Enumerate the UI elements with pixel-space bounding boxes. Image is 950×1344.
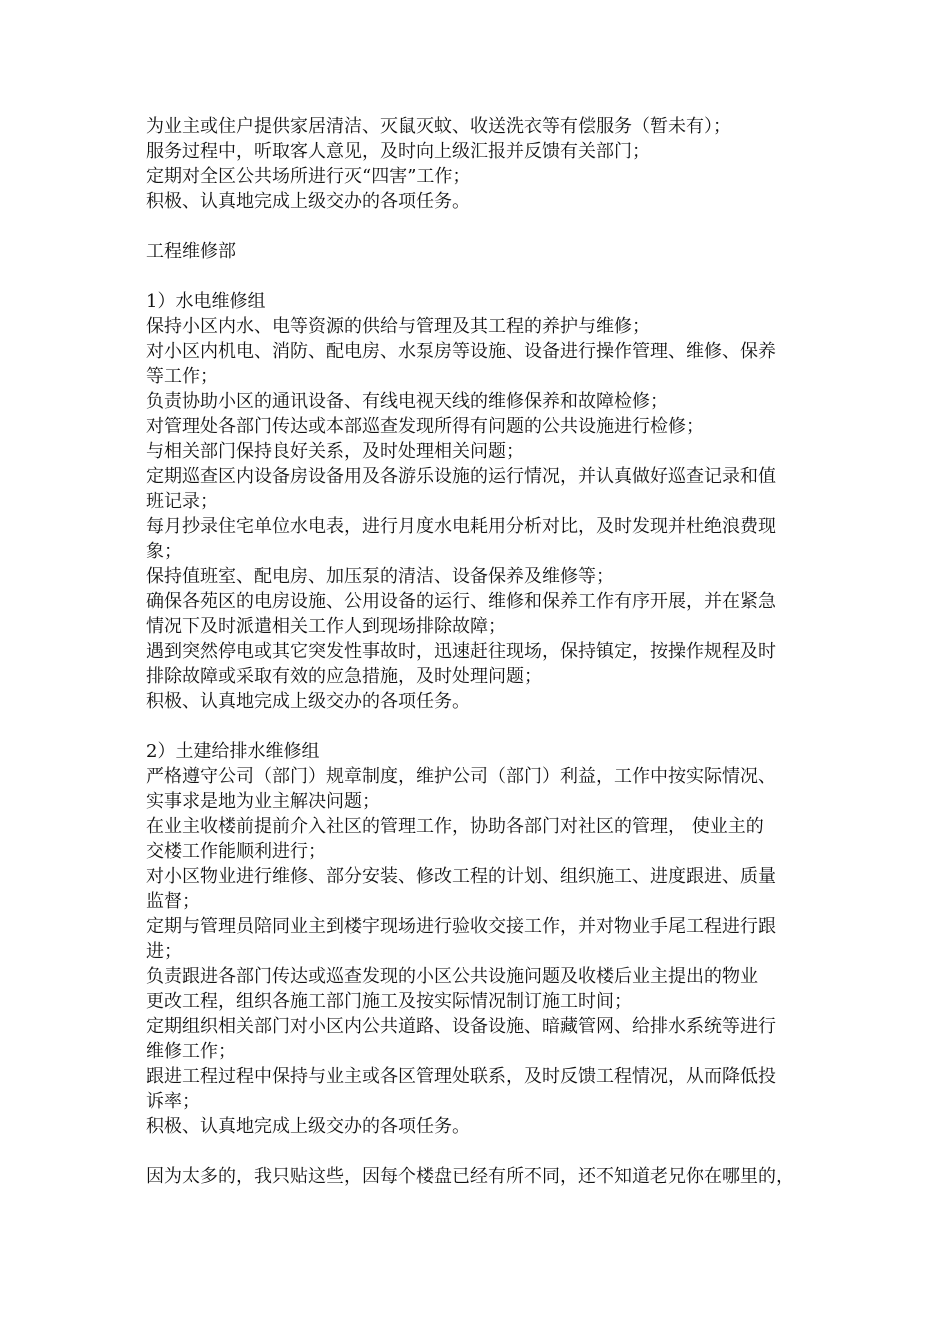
- group1-line: 每月抄录住宅单位水电表，进行月度水电耗用分析对比，及时发现并杜绝浪费现: [146, 516, 776, 537]
- group1-line: 与相关部门保持良好关系，及时处理相关问题；: [146, 441, 524, 462]
- group1-line: 保持小区内水、电等资源的供给与管理及其工程的养护与维修；: [146, 316, 650, 337]
- group1-line: 情况下及时派遣相关工作人到现场排除故障；: [146, 616, 506, 637]
- group2-line: 积极、认真地完成上级交办的各项任务。: [146, 1116, 470, 1137]
- group1-line: 等工作；: [146, 366, 218, 387]
- group1-line: 排除故障或采取有效的应急措施，及时处理问题；: [146, 666, 542, 687]
- intro-line: 定期对全区公共场所进行灭“四害”工作；: [146, 166, 471, 187]
- group1-line: 对管理处各部门传达或本部巡查发现所得有问题的公共设施进行检修；: [146, 416, 704, 437]
- document-page: [146, 114, 816, 1189]
- blank-line: [146, 264, 816, 289]
- blank-line: [146, 1139, 816, 1164]
- group2-line: 进；: [146, 941, 182, 962]
- group1-line: 定期巡查区内设备房设备用及各游乐设施的运行情况，并认真做好巡查记录和值: [146, 466, 776, 487]
- group1-line: 对小区内机电、消防、配电房、水泵房等设施、设备进行操作管理、维修、保养: [146, 341, 776, 362]
- intro-line: 为业主或住户提供家居清洁、灭鼠灭蚊、收送洗衣等有偿服务（暂未有）；: [146, 116, 731, 137]
- group2-line: 对小区物业进行维修、部分安装、修改工程的计划、组织施工、进度跟进、质量: [146, 866, 776, 887]
- blank-line: [146, 214, 816, 239]
- intro-line: 服务过程中，听取客人意见，及时向上级汇报并反馈有关部门；: [146, 141, 650, 162]
- group2-line: 更改工程，组织各施工部门施工及按实际情况制订施工时间；: [146, 991, 632, 1012]
- group2-line: 维修工作；: [146, 1041, 236, 1062]
- group1-line: 保持值班室、配电房、加压泵的清洁、设备保养及维修等；: [146, 566, 614, 587]
- group2-line: 交楼工作能顺利进行；: [146, 841, 326, 862]
- group2-line: 监督；: [146, 891, 200, 912]
- department-title: 工程维修部: [146, 241, 236, 262]
- closing-line: 因为太多的，我只贴这些，因每个楼盘已经有所不同，还不知道老兄你在哪里的，: [146, 1166, 794, 1187]
- group2-line: 实事求是地为业主解决问题；: [146, 791, 380, 812]
- group2-line: 定期与管理员陪同业主到楼宇现场进行验收交接工作，并对物业手尾工程进行跟: [146, 916, 776, 937]
- group1-line: 象；: [146, 541, 182, 562]
- group2-line: 诉率；: [146, 1091, 200, 1112]
- group1-line: 积极、认真地完成上级交办的各项任务。: [146, 691, 470, 712]
- group2-line: 定期组织相关部门对小区内公共道路、设备设施、暗藏管网、给排水系统等进行: [146, 1016, 776, 1037]
- group1-line: 确保各苑区的电房设施、公用设备的运行、维修和保养工作有序开展，并在紧急: [146, 591, 776, 612]
- group2-line: 负责跟进各部门传达或巡查发现的小区公共设施问题及收楼后业主提出的物业: [146, 966, 758, 987]
- group1-line: 班记录；: [146, 491, 218, 512]
- group2-title: 2）土建给排水维修组: [146, 741, 320, 762]
- blank-line: [146, 714, 816, 739]
- group2-line: 跟进工程过程中保持与业主或各区管理处联系，及时反馈工程情况，从而降低投: [146, 1066, 776, 1087]
- group2-line: 严格遵守公司（部门）规章制度，维护公司（部门）利益，工作中按实际情况、: [146, 766, 776, 787]
- group1-line: 遇到突然停电或其它突发性事故时，迅速赶往现场，保持镇定，按操作规程及时: [146, 641, 776, 662]
- group2-line: 在业主收楼前提前介入社区的管理工作，协助各部门对社区的管理， 使业主的: [146, 816, 764, 837]
- group1-title: 1）水电维修组: [146, 291, 266, 312]
- intro-line: 积极、认真地完成上级交办的各项任务。: [146, 191, 470, 212]
- group1-line: 负责协助小区的通讯设备、有线电视天线的维修保养和故障检修；: [146, 391, 668, 412]
